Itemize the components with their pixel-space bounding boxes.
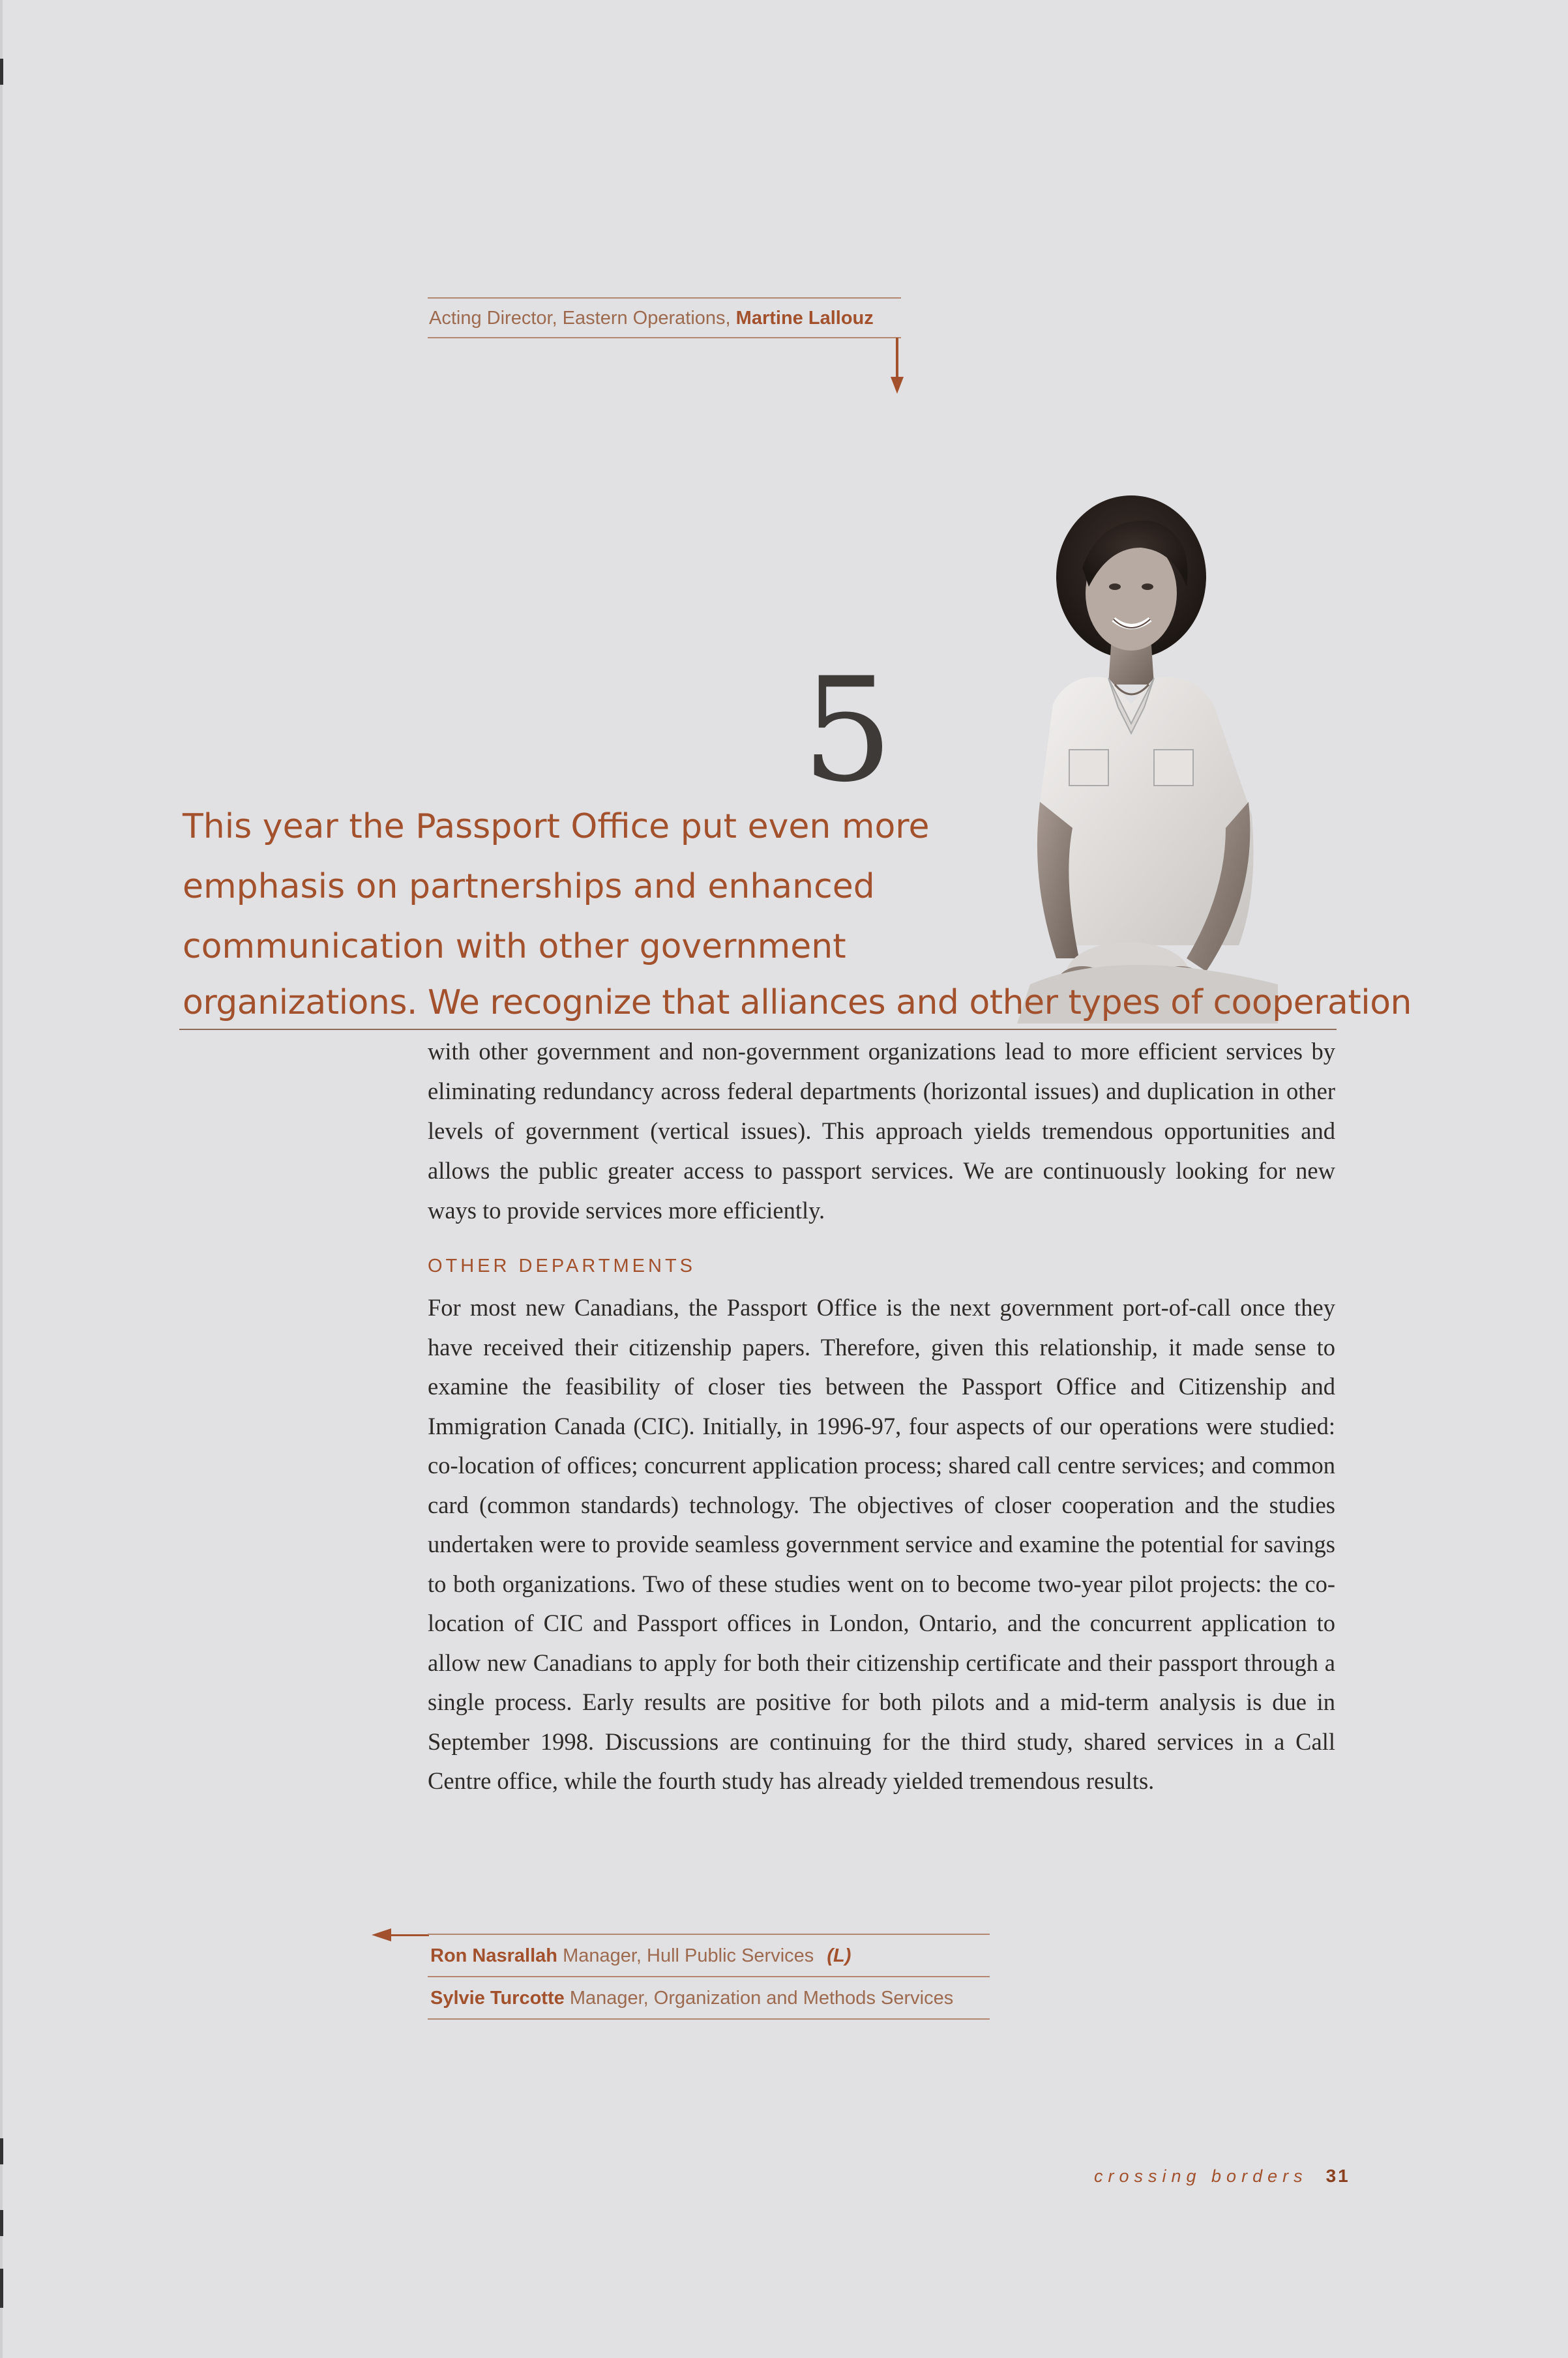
caption-row [428, 1977, 990, 2018]
pull-quote-rule [179, 1029, 1337, 1030]
footer-tagline: crossing borders [1094, 2166, 1308, 2186]
caption-role: Manager, Organization and Methods Services [569, 1988, 954, 2009]
intro-paragraph: with other government and non-government organizations lead to more efficient services by eliminating redundancy across federal departments (horizontal issues) and duplication in other levels of government (vertical issues). This approach yields tremendous opportunities and allows the public greater access to passport services. We are continuously looking for new ways to provide services more efficiently. [428, 1038, 1335, 1224]
page-footer [1094, 2166, 1350, 2187]
binding-mark [0, 2210, 3, 2236]
caption-person-name: Ron Nasrallah [430, 1945, 557, 1966]
down-arrow-icon [891, 377, 904, 394]
portrait-photo [991, 489, 1330, 1024]
caption-rule [428, 337, 901, 338]
page-edge [0, 0, 3, 2358]
chapter-number: 5 [802, 647, 893, 814]
bottom-photo-caption [428, 1934, 990, 2020]
binding-mark [0, 2138, 3, 2164]
caption-position: (L) [827, 1945, 851, 1966]
pull-quote-line: communication with other government [183, 927, 846, 966]
section-heading: OTHER DEPARTMENTS [428, 1256, 696, 1276]
top-photo-caption [428, 297, 901, 338]
caption-role: Manager, Hull Public Services [563, 1945, 814, 1966]
binding-mark [0, 2269, 3, 2308]
page-number: 31 [1325, 2166, 1350, 2186]
caption-person-name: Sylvie Turcotte [430, 1988, 565, 2009]
pull-quote-line: organizations. We recognize that alliances and other types of cooperation [183, 983, 1412, 1022]
caption-role: Acting Director, Eastern Operations, [429, 308, 731, 329]
left-arrow-line [386, 1934, 429, 1936]
pull-quote [183, 797, 930, 977]
section-paragraph: For most new Canadians, the Passport Office is the next government port-of-call once they have received their citizenship papers. Therefore, given this relationship, it made sense to examine the feasibility of closer ties between the Passport Office and Citizenship and Immigration Canada (CIC). Initially, in 1996-97, four aspects of our operations were studied: co-location of offices; concurrent application process; shared call centre services; and common card (common standards) technology. The objectives of closer cooperation and the studies undertaken were to provide seamless government service and examine the potential for savings to both organizations. Two of these studies went on to become two-year pilot projects: the co-location of CIC and Passport offices in London, Ontario, and the concurrent application to allow new Canadians to apply for both their citizenship certificate and their passport through a single process. Early results are positive for both pilots and a mid-term analysis is due in September 1998. Discussions are continuing for the third study, shared services in a Call Centre office, while the fourth study has already yielded tremendous results. [428, 1294, 1335, 1794]
binding-mark [0, 59, 3, 85]
pull-quote-line: emphasis on partnerships and enhanced [183, 867, 875, 906]
caption-rule [428, 2018, 990, 2020]
caption-person-name: Martine Lallouz [735, 308, 874, 329]
caption-text [428, 299, 901, 337]
caption-row [428, 1935, 990, 1976]
pull-quote-line: This year the Passport Office put even more [183, 807, 930, 846]
